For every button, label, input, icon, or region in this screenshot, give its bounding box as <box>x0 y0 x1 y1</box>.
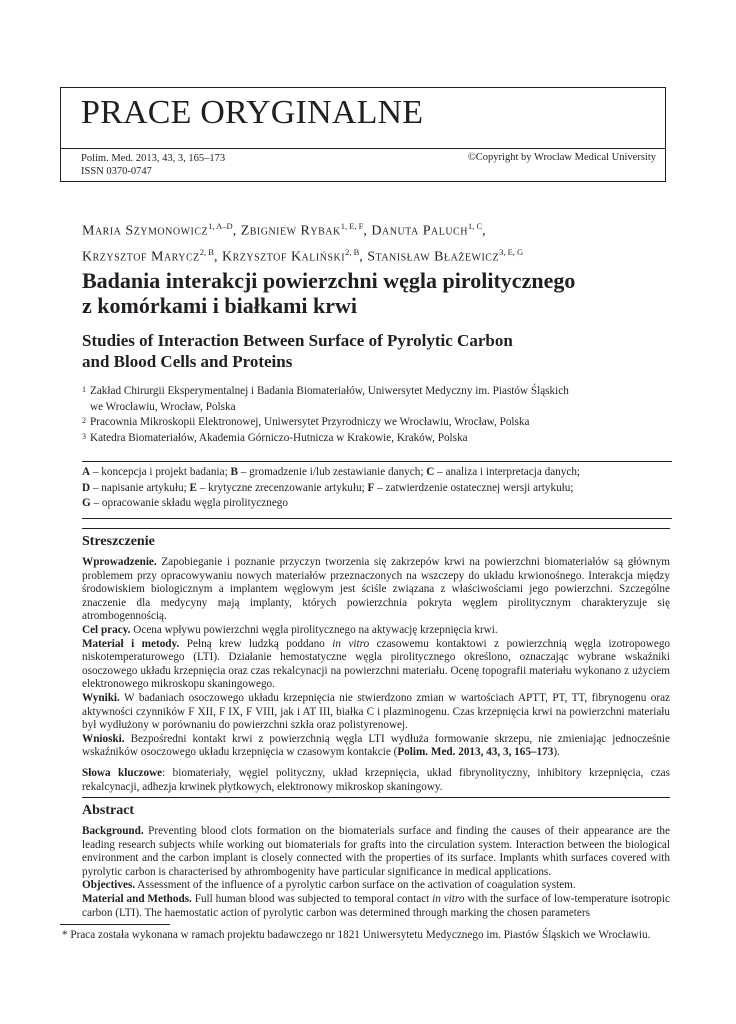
paragraph-text: W badaniach osoczowego układu krzepnięcia nie stwierdzono zmian w wartościach APTT, PT, TT, fibrynogenu oraz aktywności czynników F XII, F IX, F VIII, jak i AT III, białka C i plazminogenu. Czas krzepnięcia krwi na powierzchni materiału był wydłużony w porównaniu do powierzchni szkła oraz polistyrenowej. <box>82 691 670 732</box>
affiliation-text: Pracownia Mikroskopii Elektronowej, Uniwersytet Przyrodniczy we Wrocławiu, Wrocław, Polska <box>90 416 530 428</box>
affiliation-text <box>90 384 569 415</box>
author-line-1 <box>82 216 682 242</box>
contrib-line <box>82 496 672 512</box>
contrib-text: – krytyczne zrecenzowanie artykułu; <box>196 481 368 494</box>
issn: ISSN 0370-0747 <box>81 166 152 177</box>
author-sep: , <box>213 249 222 265</box>
paragraph-label: Wnioski. <box>82 732 125 745</box>
contrib-key: E <box>189 481 197 494</box>
paragraph-label: Materiał i metody. <box>82 637 180 650</box>
author-affil: 3, E, G <box>499 246 524 257</box>
author-affil: 1, C <box>467 221 483 231</box>
author-list <box>82 216 682 267</box>
author-name: Krzysztof Marycz <box>82 249 200 265</box>
affiliation-text: Katedra Biomateriałów, Akademia Górniczo-Hutnicza w Krakowie, Kraków, Polska <box>90 431 468 444</box>
title-english-line: Studies of Interaction Between Surface of Pyrolytic Carbon <box>82 331 513 350</box>
citation: Polim. Med. 2013, 43, 3, 165–173 <box>81 153 226 164</box>
author-name: Stanisław Błażewicz <box>367 249 500 265</box>
author-sep: , <box>359 249 368 265</box>
paragraph-label: Wprowadzenie. <box>82 556 157 568</box>
journal-header <box>60 87 666 182</box>
affiliation <box>82 384 662 415</box>
affiliation <box>82 431 662 447</box>
spacer <box>82 760 670 767</box>
author-sep: , <box>232 223 241 239</box>
journal-section-title: PRACE ORYGINALNE <box>81 94 424 131</box>
author-affil: 2, B <box>199 246 214 257</box>
title-english-line: and Blood Cells and Proteins <box>82 352 293 371</box>
paragraph-text: Bezpośredni kontakt krwi z powierzchnią węgla LTI wydłuża formowanie skrzepu, nie zmieniając jednocześnie wskaźników osoczowego układu krzepnięcia w czasowym kontakcie ( <box>82 732 670 759</box>
paragraph-text: Preventing blood clots formation on the biomaterials surface and finding the causes of their appearance are the leading research subjects while working out biomaterials for grafts into the circulation system. Interaction between the biological environment and the carbon implant is closely connected with the properties of its surface. Implants whith surfaces covered with pyrolytic carbon is characterised by athrombogenity have particular significance in medical applications. <box>82 825 670 878</box>
citation-info <box>81 152 225 178</box>
contrib-text: – gromadzenie i/lub zestawianie danych; <box>237 466 427 478</box>
paragraph-label: Wyniki. <box>82 691 120 704</box>
paragraph-italic: in vitro <box>332 637 370 650</box>
wnioski-paragraph <box>82 733 670 760</box>
paragraph-italic: in vitro <box>432 892 465 905</box>
paragraph-text: : biomateriały, węgiel polityczny, układ krzepnięcia, układ fibrynolityczny, inhibitory krzepnięcia, czas rekalcynacji, adhezja krwinek płytkowych, elektronowy mikroskop skaningowy. <box>82 766 671 793</box>
paragraph-label: Słowa kluczowe <box>82 766 163 779</box>
author-affil: 2, B <box>345 246 360 257</box>
contrib-text: – zatwierdzenie ostatecznej wersji artykułu; <box>374 481 574 494</box>
paragraph-text: Assessment of the influence of a pyrolytic carbon surface on the activation of coagulation system. <box>135 879 576 892</box>
contrib-text: – napisanie artykułu; <box>90 481 190 494</box>
title-english <box>82 330 662 372</box>
author-line-2 <box>82 242 682 268</box>
paragraph-label: Background. <box>82 825 144 837</box>
wprowadzenie-paragraph <box>82 556 670 624</box>
paragraph-text: Ocena wpływu powierzchni węgla pirolitycznego na aktywację krzepnięcia krwi. <box>130 623 498 636</box>
streszczenie-section <box>82 528 670 794</box>
objectives-paragraph <box>82 879 670 893</box>
paragraph-text: czasowemu kontaktowi z powierzchnią węgla izotropowego niskotemperaturowego (LTI). Działanie hemostatyczne węgla pirolitycznego określono, oznaczając wybrane wskaźniki osoczowego układu krzepnięcia oraz czas rekalcynacji na powierzchni materiału. Ocenę topografii materiału wykonano z użyciem elektronowego mikroskopu skaningowego. <box>82 637 671 691</box>
author-name: Zbigniew Rybak <box>240 223 341 239</box>
contrib-line <box>82 481 672 497</box>
contrib-text: – analiza i interpretacja danych; <box>434 466 581 478</box>
copyright: ©Copyright by Wroclaw Medical University <box>467 152 656 163</box>
affiliation-number: 3 <box>82 431 86 441</box>
affiliation-line: we Wrocławiu, Wrocław, Polska <box>90 400 236 413</box>
contrib-line <box>82 465 672 481</box>
paragraph-label: Cel pracy. <box>82 623 131 636</box>
paragraph-text: Pełną krew ludzką poddano <box>179 637 333 650</box>
contrib-key: G <box>82 497 91 509</box>
author-sep: , <box>363 223 372 239</box>
author-affil: 1, A–D <box>208 221 233 231</box>
author-name: Danuta Paluch <box>371 223 468 239</box>
paragraph-text: with the surface of low-temperature isotropic carbon (LTI). The haemostatic action of pyrolytic carbon was determined through marking the chosen parameters <box>82 892 670 919</box>
keywords-paragraph <box>82 767 670 794</box>
author-name: Maria Szymonowicz <box>82 223 209 239</box>
paragraph-text: Full human blood was subjected to temporal contact <box>191 892 433 905</box>
contrib-key: C <box>426 466 435 478</box>
cel-paragraph <box>82 624 670 638</box>
paragraph-label: Objectives. <box>82 879 136 892</box>
contrib-text: – koncepcja i projekt badania; <box>90 466 231 478</box>
header-divider <box>61 148 665 149</box>
paragraph-text: ). <box>553 746 560 759</box>
methods-paragraph <box>82 893 670 920</box>
footnote-divider <box>60 924 170 925</box>
author-sep: , <box>482 223 487 239</box>
title-polish-line: Badania interakcji powierzchni węgla pirolitycznego <box>82 268 576 293</box>
affiliations <box>82 384 662 446</box>
background-paragraph <box>82 825 670 879</box>
affiliation-number: 1 <box>82 385 86 394</box>
affiliation <box>82 415 662 431</box>
contrib-key: B <box>230 466 238 478</box>
author-name: Krzysztof Kaliński <box>221 249 346 265</box>
paragraph-label: Material and Methods. <box>82 892 192 905</box>
contrib-key: F <box>367 481 375 494</box>
author-affil: 1, E, F <box>340 221 364 231</box>
contrib-text: – opracowanie składu węgla pirolitycznego <box>90 497 288 509</box>
title-polish-line: z komórkami i białkami krwi <box>82 293 358 318</box>
author-contributions <box>82 461 672 519</box>
title-polish <box>82 268 662 318</box>
affiliation-number: 2 <box>82 416 86 425</box>
footnote: * Praca została wykonana w ramach projektu badawczego nr 1821 Uniwersytetu Medycznego im. Piastów Śląskich we Wrocławiu. <box>62 929 651 941</box>
wyniki-paragraph <box>82 692 670 733</box>
abstract-heading: Abstract <box>82 797 670 820</box>
streszczenie-heading: Streszczenie <box>82 528 670 551</box>
paragraph-text: Zapobieganie i poznanie przyczyn tworzenia się zakrzepów krwi na powierzchni biomateriałów są głównym problemem przy opracowywaniu nowych materiałów przeznaczonych na wszczepy do układu krwionośnego. Interakcja między środowiskiem biologicznym a implantem węglowym jest ściśle związana z właściwościami jego powierzchni. Szczególne znaczenie dla medycyny mają implanty, których powierzchnia pokryta węglem pirolitycznym charakteryzuje się atrombogennością. <box>82 556 670 623</box>
citation-inline: Polim. Med. 2013, 43, 3, 165–173 <box>397 746 554 759</box>
contrib-key: A <box>82 466 91 478</box>
affiliation-line: Zakład Chirurgii Eksperymentalnej i Badania Biomateriałów, Uniwersytet Medyczny im. Piastów Śląskich <box>90 385 569 397</box>
material-paragraph <box>82 638 670 692</box>
contrib-key: D <box>82 481 91 494</box>
abstract-section <box>82 797 670 920</box>
